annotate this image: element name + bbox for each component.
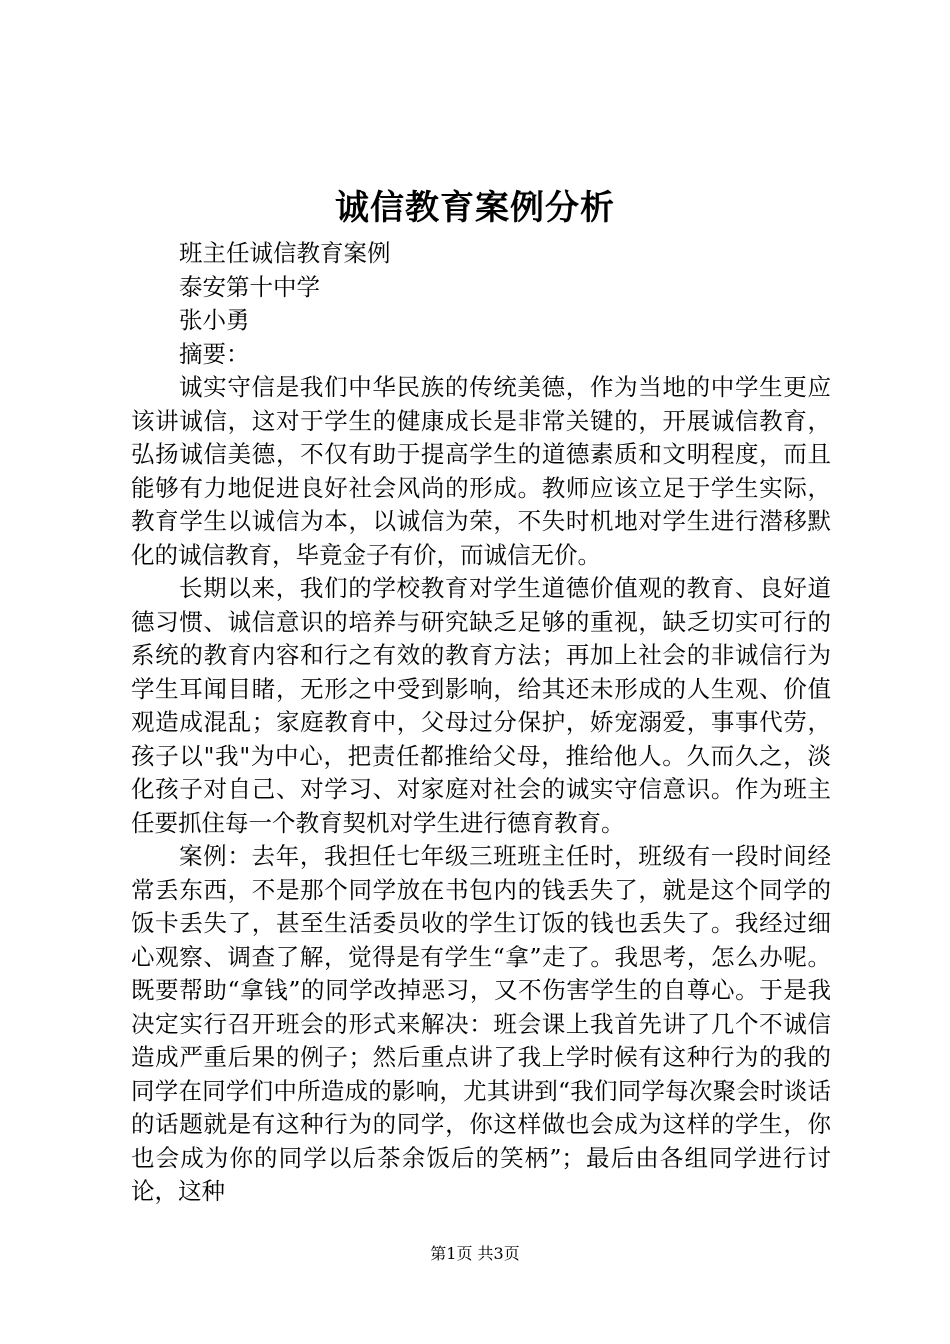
header-line-abstract-label: 摘要： [179, 339, 250, 368]
header-line-author: 张小勇 [179, 306, 250, 334]
document-body [131, 237, 831, 1209]
header-line-subject: 班主任诚信教育案例 [179, 239, 391, 267]
header-line-school: 泰安第十中学 [179, 272, 320, 301]
paragraph-background: 长期以来，我们的学校教育对学生道德价值观的教育、良好道德习惯、诚信意识的培养与研究缺乏足够的重视，缺乏切实可行的系统的教育内容和行之有效的教育方法；再加上社会的非诚信行为学生耳闻目睹，无形之中受到影响，给其还未形成的人生观、价值观造成混乱；家庭教育中，父母过分保护，娇宠溺爱，事事代劳，孩子以"我"为中心，把责任都推给父母，推给他人。久而久之，淡化孩子对自己、对学习、对家庭对社会的诚实守信意识。作为班主任要抓住每一个教育契机对学生进行德育教育。 [131, 574, 831, 837]
document-title: 诚信教育案例分析 [335, 188, 615, 228]
paragraph-abstract: 诚实守信是我们中华民族的传统美德，作为当地的中学生更应该讲诚信，这对于学生的健康成长是非常关键的，开展诚信教育，弘扬诚信美德，不仅有助于提高学生的道德素质和文明程度，而且能够有力地促进良好社会风尚的形成。教师应该立足于学生实际，教育学生以诚信为本，以诚信为荣，不失时机地对学生进行潜移默化的诚信教育，毕竟金子有价，而诚信无价。 [131, 373, 831, 569]
paragraph-case: 案例：去年，我担任七年级三班班主任时，班级有一段时间经常丢东西，不是那个同学放在书包内的钱丢失了，就是这个同学的饭卡丢失了，甚至生活委员收的学生订饭的钱也丢失了。我经过细心观察、调查了解，觉得是有学生“拿”走了。我思考，怎么办呢。既要帮助“拿钱”的同学改掉恶习，又不伤害学生的自尊心。于是我决定实行召开班会的形式来解决：班会课上我首先讲了几个不诚信造成严重后果的例子；然后重点讲了我上学时候有这种行为的我的同学在同学们中所造成的影响，尤其讲到“我们同学每次聚会时谈话的话题就是有这种行为的同学，你这样做也会成为这样的学生，你也会成为你的同学以后茶余饭后的笑柄”；最后由各组同学进行讨论，这种 [131, 842, 831, 1205]
page-number: 第1页 共3页 [430, 1244, 520, 1263]
